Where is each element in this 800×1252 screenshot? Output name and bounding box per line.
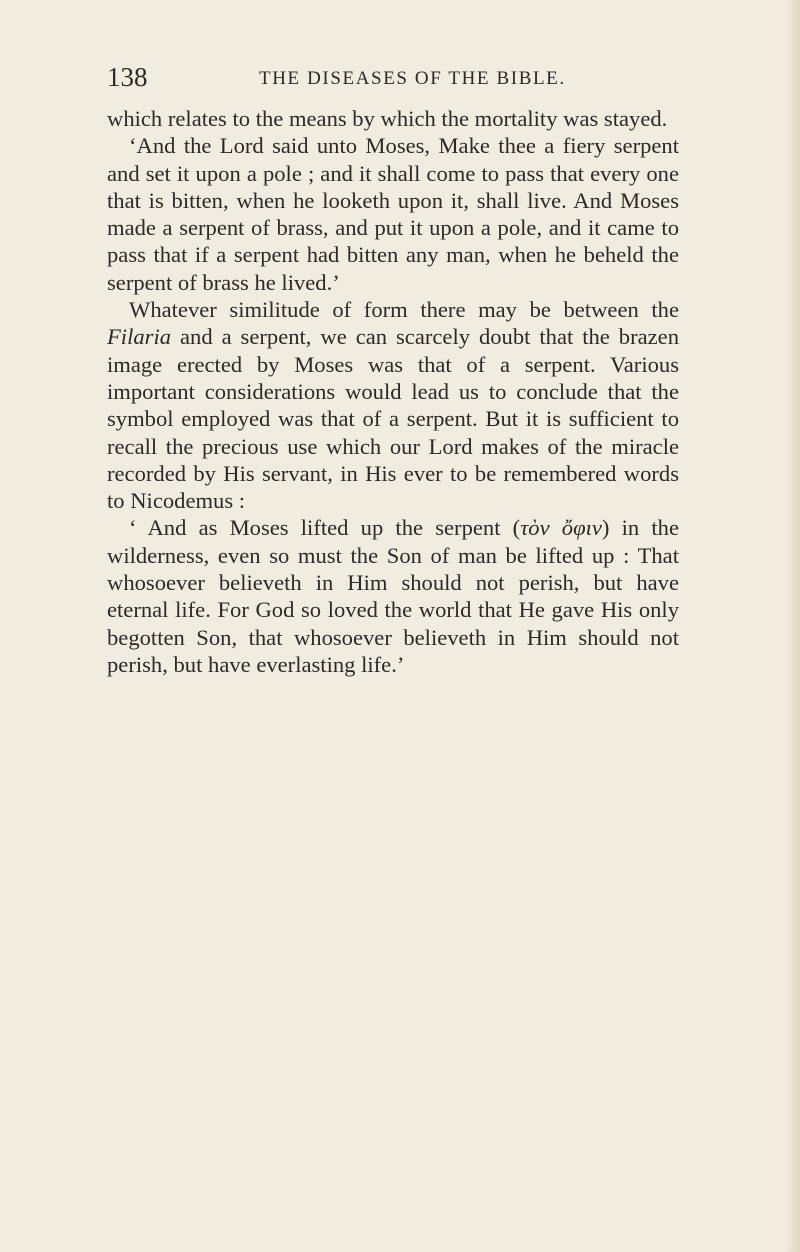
paragraph-4-quotation (107, 514, 679, 678)
paragraph-3 (107, 296, 679, 514)
paragraph-1: which relates to the means by which the mortality was stayed. (107, 106, 668, 131)
paragraph-4-start: ‘ And as Moses lifted up the serpent ( (129, 515, 521, 541)
paragraph-4-rest: ) in the wilderness, even so must the Son of man be lifted up : That whosoever believeth in Him should not perish, but have eternal life. For God so loved the world that He gave His only begotten Son, that whosoever believeth in Him should not perish, but have everlasting life.’ (107, 515, 680, 677)
body-text (107, 105, 679, 678)
paragraph-2-quotation: ‘And the Lord said unto Moses, Make thee a fiery serpent and set it upon a pole ; and it shall come to pass that every one that is bitten, when he looketh upon it, shall live. And Moses made a serpent of brass, and put it upon a pole, and it came to pass that if a serpent had bitten any man, when he beheld the serpent of brass he lived.’ (107, 133, 679, 295)
paragraph-3-start: Whatever similitude of form there may be between the (129, 297, 679, 323)
filaria-term: Filaria (107, 324, 172, 350)
greek-phrase: τὸν ὄφιν (520, 515, 602, 541)
running-title: THE DISEASES OF THE BIBLE. (259, 68, 566, 89)
page-header (107, 62, 707, 92)
page-number: 138 (107, 62, 148, 92)
page-edge-shadow (786, 0, 800, 1252)
paragraph-3-rest: and a serpent, we can scarcely doubt that the brazen image erected by Moses was that of a serpent. Various important considerations would lead us to conclude that the symbol employed was that of a serpent. But it is sufficient to recall the precious use which our Lord makes of the miracle recorded by His servant, in His ever to be remembered words to Nicodemus : (107, 324, 679, 514)
